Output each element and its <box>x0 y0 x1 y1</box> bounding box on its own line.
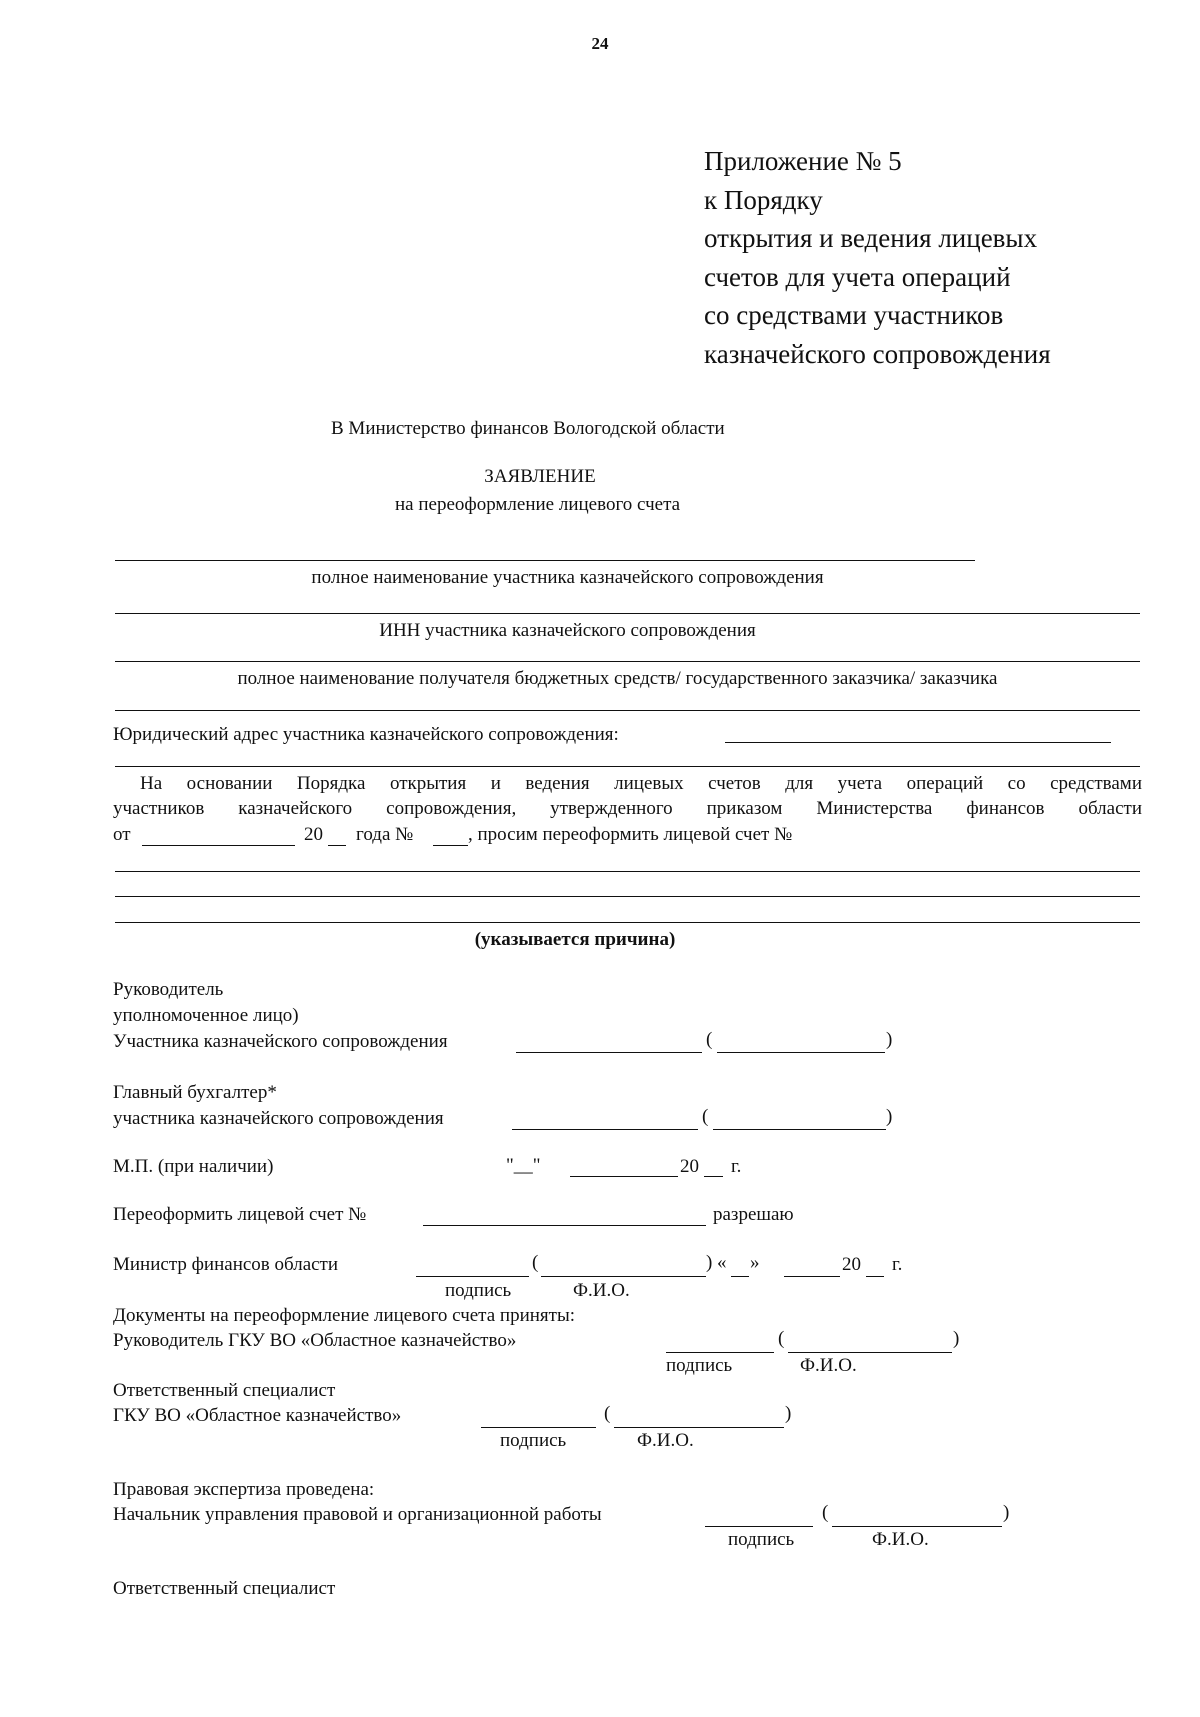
head-name-close-paren: ) <box>886 1029 893 1050</box>
basis-number-label: года № <box>356 824 414 845</box>
legal-review-name-caption: Ф.И.О. <box>872 1529 929 1550</box>
minister-signature-field[interactable] <box>416 1276 529 1277</box>
reissue-label: Переоформить лицевой счет № <box>113 1204 367 1225</box>
legal-address-label: Юридический адрес участника казначейского сопровождения: <box>113 724 619 745</box>
minister-name-field[interactable] <box>541 1276 706 1277</box>
reason-line-3[interactable] <box>115 922 1140 923</box>
minister-open-paren: ( <box>532 1252 539 1273</box>
appendix-line: казначейского сопровождения <box>704 338 1051 369</box>
basis-line-2: участников казначейского сопровождения, утвержденного приказом Министерства финансов области <box>113 798 1142 819</box>
basis-from: от <box>113 824 131 845</box>
basis-year: 20 <box>304 824 323 845</box>
appendix-heading <box>704 142 1051 373</box>
appendix-line: к Порядку <box>704 184 823 215</box>
chief-accountant-name-field[interactable] <box>713 1129 886 1130</box>
treasury-specialist-sign-caption: подпись <box>500 1430 567 1451</box>
order-date-field[interactable] <box>142 845 295 846</box>
legal-review-open-paren: ( <box>822 1502 829 1523</box>
seal-label: М.П. (при наличии) <box>113 1156 274 1177</box>
reissue-allow: разрешаю <box>713 1204 794 1225</box>
chief-accountant-label-2: участника казначейского сопровождения <box>113 1108 444 1129</box>
treasury-head-open-paren: ( <box>778 1328 785 1349</box>
chief-accountant-open-paren: ( <box>702 1106 709 1127</box>
minister-name-caption: Ф.И.О. <box>573 1280 630 1301</box>
appendix-line: открытия и ведения лицевых <box>704 223 1038 253</box>
minister-sign-caption: подпись <box>445 1280 512 1301</box>
reissue-account-field[interactable] <box>423 1225 706 1226</box>
minister-year-field[interactable] <box>866 1276 884 1277</box>
full-name-caption: полное наименование участника казначейского сопровождения <box>311 567 824 588</box>
appendix-line: счетов для учета операций <box>704 261 1011 292</box>
inn-caption: ИНН участника казначейского сопровождения <box>379 620 756 641</box>
order-number-field[interactable] <box>433 845 468 846</box>
full-name-field[interactable] <box>115 560 975 561</box>
minister-month-field[interactable] <box>784 1276 840 1277</box>
appendix-line: со средствами участников <box>704 300 1004 330</box>
treasury-specialist-name-caption: Ф.И.О. <box>637 1430 694 1451</box>
treasury-head-name-field[interactable] <box>788 1352 952 1353</box>
document-title: ЗАЯВЛЕНИЕ <box>484 466 596 487</box>
recipient-caption: полное наименование получателя бюджетных средств/ государственного заказчика/ заказчика <box>237 668 998 689</box>
documents-accepted: Документы на переоформление лицевого счета приняты: <box>113 1305 575 1326</box>
basis-request: , просим переоформить лицевой счет № <box>468 824 793 845</box>
minister-year: 20 <box>842 1254 861 1275</box>
order-year-field[interactable] <box>328 845 346 846</box>
legal-review-signature-field[interactable] <box>705 1526 813 1527</box>
head-signature-field[interactable] <box>516 1052 702 1053</box>
treasury-specialist-signature-field[interactable] <box>481 1427 596 1428</box>
head-label-2: уполномоченное лицо) <box>113 1005 299 1026</box>
head-name-field[interactable] <box>717 1052 885 1053</box>
recipient-field[interactable] <box>115 661 1140 662</box>
treasury-head-sign-caption: подпись <box>666 1355 733 1376</box>
treasury-head-close-paren: ) <box>953 1328 960 1349</box>
treasury-head-name-caption: Ф.И.О. <box>800 1355 857 1376</box>
minister-close-paren: ) <box>706 1252 713 1273</box>
chief-accountant-signature-field[interactable] <box>512 1129 698 1130</box>
seal-year-suffix: г. <box>731 1156 742 1177</box>
head-name-open-paren: ( <box>706 1029 713 1050</box>
minister-day-field[interactable] <box>731 1276 749 1277</box>
reason-line-2[interactable] <box>115 896 1140 897</box>
treasury-specialist-label-1: Ответственный специалист <box>113 1380 336 1401</box>
minister-close-quote: » <box>750 1252 760 1273</box>
page-number: 24 <box>591 34 609 53</box>
legal-review-sign-caption: подпись <box>728 1529 795 1550</box>
legal-review-label-1: Правовая экспертиза проведена: <box>113 1479 375 1500</box>
reason-caption: (указывается причина) <box>474 929 676 950</box>
basis-line-1: На основании Порядка открытия и ведения лицевых счетов для учета операций со средствами <box>140 773 1142 794</box>
legal-review-name-field[interactable] <box>832 1526 1002 1527</box>
addressee: В Министерство финансов Вологодской области <box>331 418 725 439</box>
legal-review-close-paren: ) <box>1003 1502 1010 1523</box>
final-specialist-label: Ответственный специалист <box>113 1578 336 1599</box>
minister-open-quote: « <box>717 1252 727 1273</box>
legal-review-label-2: Начальник управления правовой и организационной работы <box>113 1504 602 1525</box>
head-label-3: Участника казначейского сопровождения <box>113 1031 448 1052</box>
minister-year-suffix: г. <box>892 1254 903 1275</box>
appendix-line: Приложение № 5 <box>704 146 902 176</box>
treasury-specialist-name-field[interactable] <box>614 1427 784 1428</box>
chief-accountant-label-1: Главный бухгалтер* <box>113 1082 277 1103</box>
treasury-specialist-close-paren: ) <box>785 1403 792 1424</box>
seal-year: 20 <box>680 1156 699 1177</box>
reason-line-1[interactable] <box>115 871 1140 872</box>
treasury-head-label: Руководитель ГКУ ВО «Областное казначейство» <box>113 1330 517 1351</box>
seal-month-field[interactable] <box>570 1176 678 1177</box>
minister-label: Министр финансов области <box>113 1254 339 1275</box>
inn-field[interactable] <box>115 613 1140 614</box>
seal-year-field[interactable] <box>704 1176 723 1177</box>
document-subtitle: на переоформление лицевого счета <box>395 494 681 515</box>
legal-address-field[interactable] <box>725 742 1111 743</box>
treasury-specialist-label-2: ГКУ ВО «Областное казначейство» <box>113 1405 402 1426</box>
treasury-head-signature-field[interactable] <box>666 1352 774 1353</box>
recipient-field-underline <box>115 710 1140 711</box>
legal-address-field-2[interactable] <box>115 766 1140 767</box>
treasury-specialist-open-paren: ( <box>604 1403 611 1424</box>
head-label-1: Руководитель <box>113 979 224 1000</box>
seal-day-quote: "__" <box>506 1155 541 1176</box>
chief-accountant-close-paren: ) <box>886 1106 893 1127</box>
